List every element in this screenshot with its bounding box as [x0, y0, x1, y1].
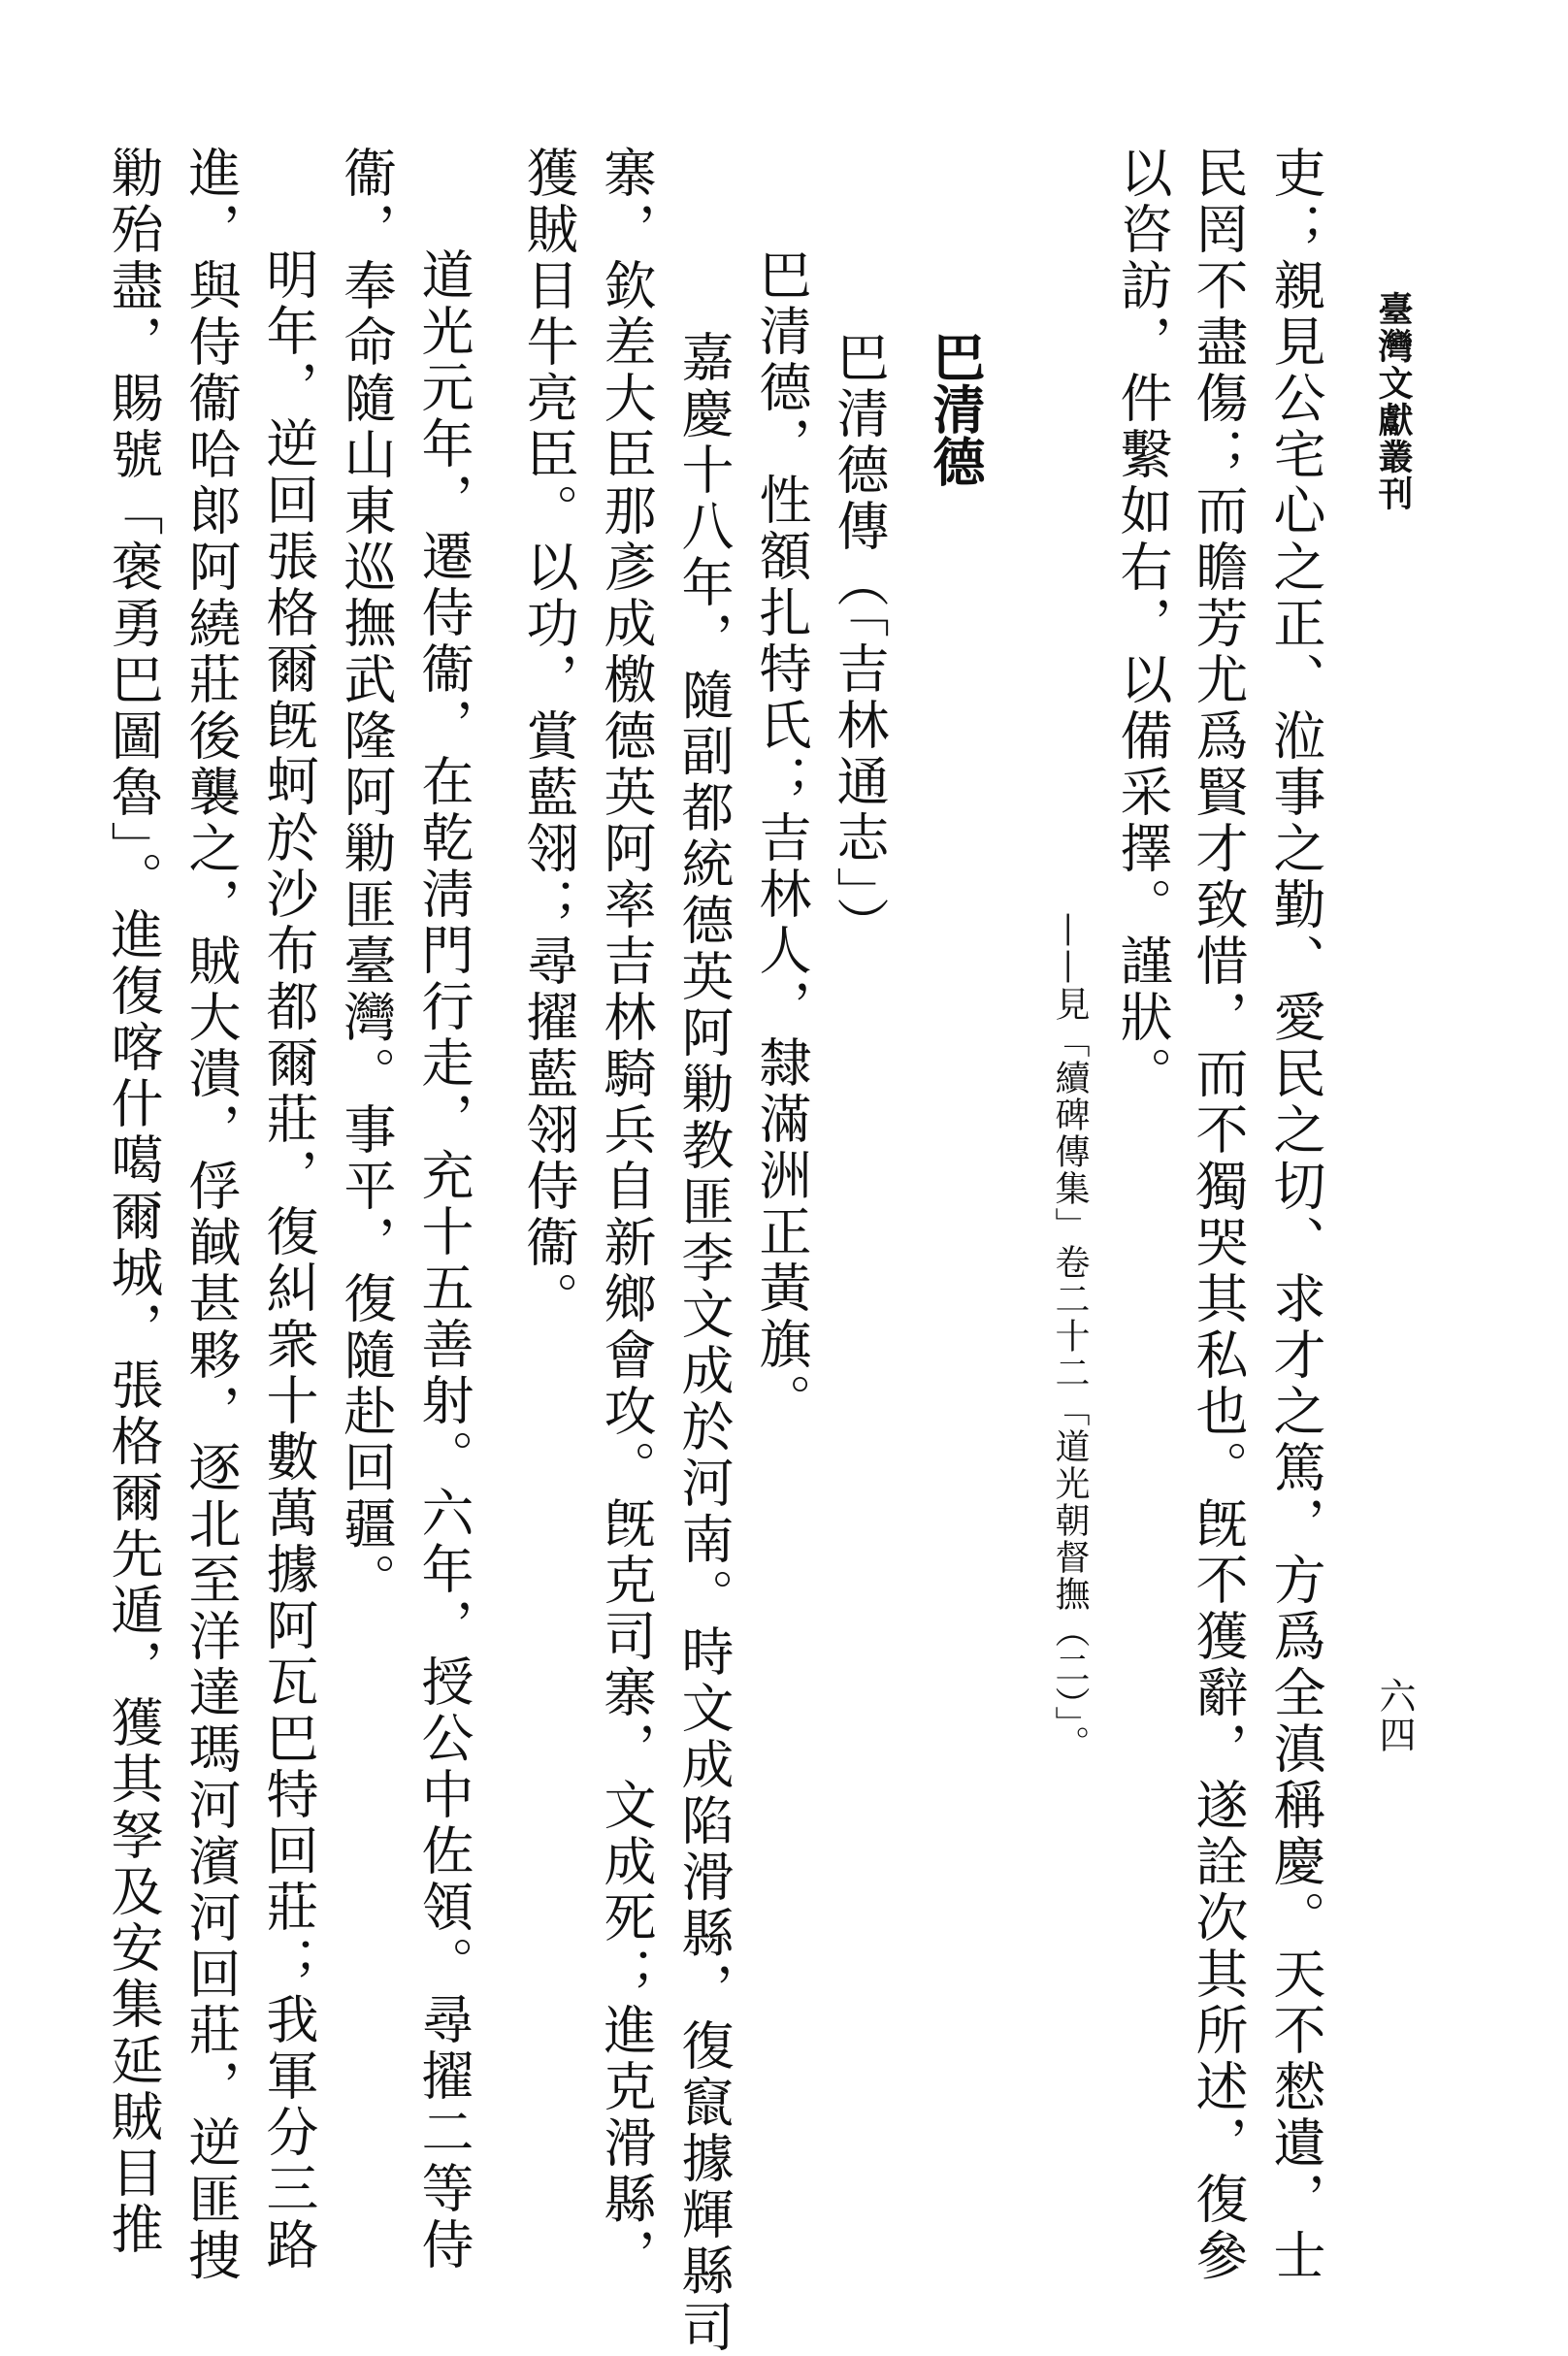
page-number: 六四 — [1373, 1677, 1416, 1754]
text-column: 吏；親見公宅心之正、涖事之勤、愛民之切、求才之篤，方爲全滇稱慶。天不憖遺，士 — [1265, 146, 1326, 2284]
text-column: 勦殆盡，賜號「褒勇巴圖魯」。進復喀什噶爾城，張格爾先遁，獲其孥及安集延賊目推 — [103, 146, 164, 2258]
section-subtitle: 巴清德傳（「吉林通志」） — [829, 330, 890, 953]
series-title: 臺灣文獻叢刊 — [1373, 291, 1414, 512]
text-column: 以咨訪，件繫如右，以備采擇。謹狀。 — [1112, 146, 1173, 1102]
section-title: 巴清德 — [925, 330, 987, 487]
text-column: 獲賊目牛亮臣。以功，賞藍翎；尋擢藍翎侍衞。 — [518, 146, 579, 1327]
text-column: 明年，逆回張格爾旣蚵於沙布都爾莊，復糾衆十數萬據阿瓦巴特回莊；我軍分三路 — [258, 247, 319, 2274]
text-column: 巴清德，性額扎特氏；吉林人，隸滿洲正黃旗。 — [751, 247, 812, 1429]
text-column: 道光元年，遷侍衞，在乾淸門行走，充十五善射。六年，授公中佐領。尋擢二等侍 — [413, 247, 474, 2274]
text-column: 衞，奉命隨山東巡撫武隆阿勦匪臺灣。事平，復隨赴回疆。 — [336, 146, 397, 1609]
text-column: 寨，欽差大臣那彥成檄德英阿率吉林騎兵自新鄉會攻。旣克司寨，文成死；進克滑縣， — [596, 146, 657, 2284]
text-column: 民罔不盡傷；而瞻芳尤爲賢才致惜，而不獨哭其私也。旣不獲辭，遂詮次其所述，復參 — [1188, 146, 1249, 2284]
text-column: 進，與侍衞哈郞阿繞莊後襲之，賊大潰，俘馘甚夥，逐北至洋達瑪河濱河回莊，逆匪捜 — [180, 146, 242, 2284]
source-citation: ——見「續碑傳集」卷二十二「道光朝督撫（二）」。 — [1050, 912, 1090, 1762]
text-column: 嘉慶十八年，隨副都統德英阿勦教匪李文成於河南。時文成陷滑縣，復竄據輝縣司 — [673, 330, 735, 2356]
